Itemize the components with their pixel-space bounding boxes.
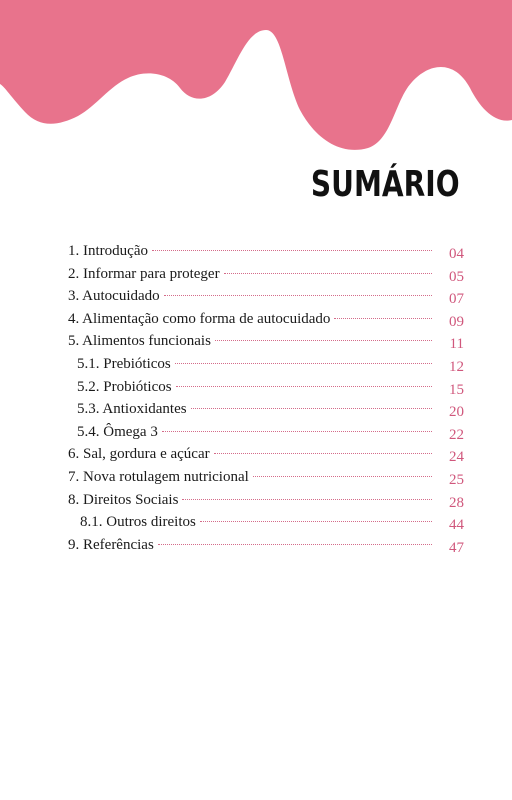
- toc-entry-page-number: 28: [449, 494, 464, 511]
- pink-drip-decoration: [0, 0, 512, 170]
- toc-entry-label: 2. Informar para proteger: [68, 265, 220, 282]
- dot-leader: [215, 339, 432, 341]
- toc-entry-label: 7. Nova rotulagem nutricional: [68, 468, 249, 485]
- dot-leader: [253, 475, 432, 477]
- dot-leader: [164, 294, 432, 296]
- toc-entry[interactable]: [68, 285, 464, 308]
- page-title: SUMÁRIO: [311, 164, 460, 205]
- toc-entry-page-number: 25: [449, 471, 464, 488]
- toc-entry-label: 5.4. Ômega 3: [77, 423, 158, 440]
- toc-entry-label: 9. Referências: [68, 536, 154, 553]
- toc-entry[interactable]: [68, 376, 464, 399]
- dot-leader: [162, 430, 432, 432]
- dot-leader: [191, 407, 432, 409]
- toc-entry[interactable]: [68, 353, 464, 376]
- dot-leader: [152, 249, 432, 251]
- toc-entry[interactable]: [68, 330, 464, 353]
- toc-entry-label: 6. Sal, gordura e açúcar: [68, 446, 210, 463]
- dot-leader: [224, 272, 432, 274]
- toc-entry-label: 8.1. Outros direitos: [80, 514, 196, 531]
- toc-entry-page-number: 15: [449, 381, 464, 398]
- toc-entry[interactable]: [68, 511, 464, 534]
- dot-leader: [214, 452, 432, 454]
- toc-entry[interactable]: [68, 398, 464, 421]
- toc-entry[interactable]: [68, 534, 464, 557]
- toc-entry-label: 5.1. Prebióticos: [77, 355, 171, 372]
- dot-leader: [334, 317, 432, 319]
- toc-entry-page-number: 05: [449, 268, 464, 285]
- toc-entry-label: 5. Alimentos funcionais: [68, 333, 211, 350]
- toc-entry[interactable]: [68, 308, 464, 331]
- toc-entry-label: 1. Introdução: [68, 243, 148, 259]
- toc-entry-label: 4. Alimentação como forma de autocuidado: [68, 310, 331, 327]
- toc-entry[interactable]: [68, 263, 464, 286]
- toc-entry[interactable]: [68, 240, 464, 263]
- toc-entry-page-number: 09: [449, 313, 464, 330]
- toc-entry-page-number: 20: [449, 404, 464, 421]
- dot-leader: [176, 385, 432, 387]
- dot-leader: [158, 543, 432, 545]
- toc-entry-page-number: 04: [449, 246, 464, 262]
- toc-entry[interactable]: [68, 421, 464, 444]
- toc-entry-page-number: 44: [449, 517, 464, 534]
- dot-leader: [182, 498, 432, 500]
- table-of-contents: [68, 240, 464, 556]
- dot-leader: [175, 362, 432, 364]
- toc-entry-page-number: 47: [449, 539, 464, 556]
- toc-entry-page-number: 07: [449, 291, 464, 308]
- toc-entry-label: 5.3. Antioxidantes: [77, 401, 187, 418]
- toc-entry[interactable]: [68, 466, 464, 489]
- toc-entry-page-number: 11: [449, 336, 464, 353]
- toc-entry-label: 3. Autocuidado: [68, 288, 160, 305]
- toc-entry-label: 5.2. Probióticos: [77, 378, 172, 395]
- toc-entry-page-number: 12: [449, 358, 464, 375]
- toc-entry-page-number: 24: [449, 449, 464, 466]
- toc-entry[interactable]: [68, 489, 464, 512]
- toc-entry-label: 8. Direitos Sociais: [68, 491, 179, 508]
- dot-leader: [200, 520, 432, 522]
- toc-entry[interactable]: [68, 443, 464, 466]
- toc-entry-page-number: 22: [449, 426, 464, 443]
